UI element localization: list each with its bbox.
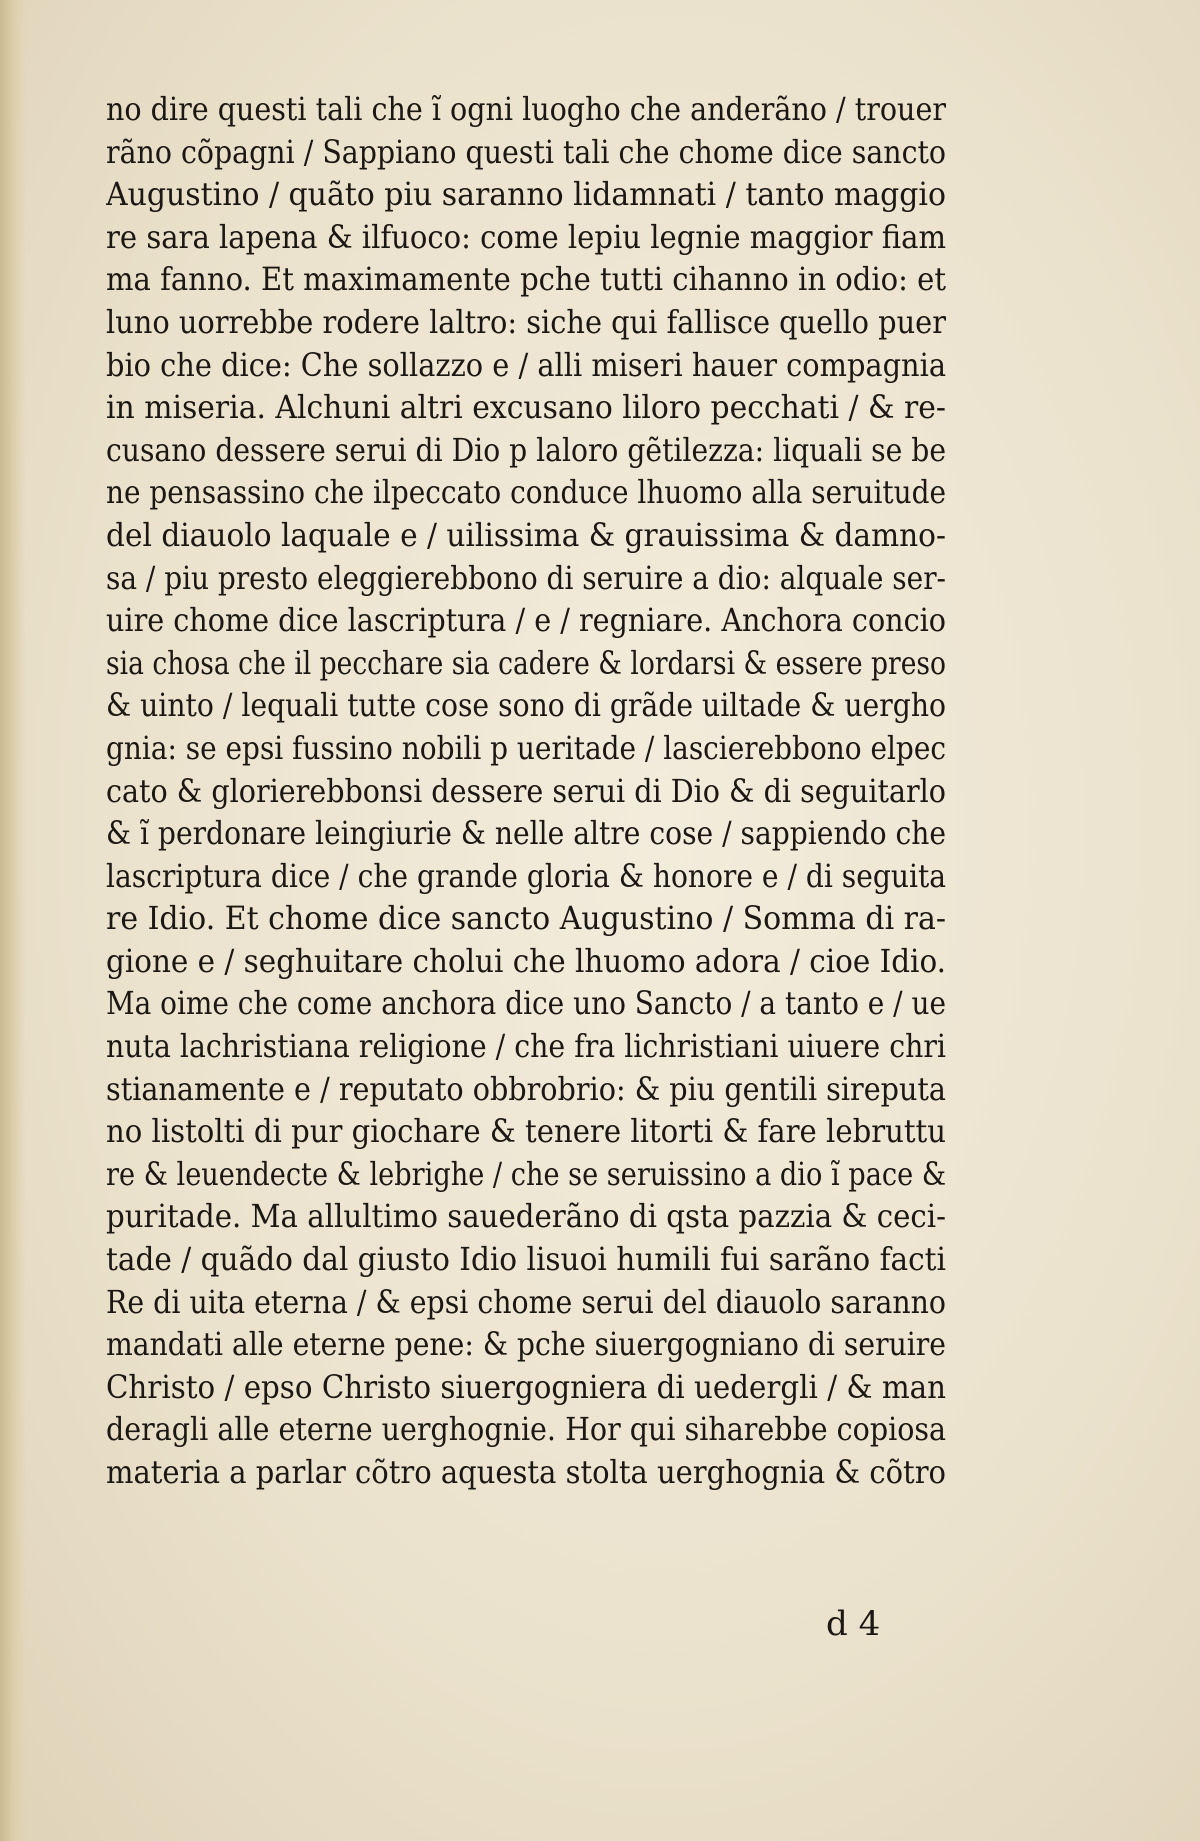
- text-line: materia a parlar cõtro aquesta stolta uerghognia & cõtro: [106, 1453, 946, 1491]
- signature-mark: d 4: [826, 1604, 881, 1644]
- text-line: ma fanno. Et maximamente pche tutti cihanno in odio: et: [106, 260, 946, 299]
- text-line: luno uorrebbe rodere laltro: siche qui fallisce quello puer: [106, 302, 946, 341]
- text-line: mandati alle eterne pene: & pche siuergogniano di seruire: [106, 1325, 946, 1364]
- text-line: re Idio. Et chome dice sancto Augustino / Somma di ra-: [106, 899, 946, 938]
- text-line: deragli alle eterne uerghognie. Hor qui siharebbe copiosa: [106, 1410, 946, 1449]
- text-line: Christo / epso Christo siuergogniera di uedergli / & man: [106, 1367, 946, 1406]
- text-line: ne pensassino che ilpeccato conduce lhuomo alla seruitude: [106, 473, 946, 512]
- text-line: tade / quãdo dal giusto Idio lisuoi humili fui sarãno facti: [106, 1240, 946, 1279]
- text-line: no listolti di pur giochare & tenere litorti & fare lebruttu: [106, 1112, 946, 1151]
- text-line: rãno cõpagni / Sappiano questi tali che chome dice sancto: [106, 132, 946, 171]
- text-line: in miseria. Alchuni altri excusano liloro pecchati / & re-: [106, 388, 946, 427]
- text-line: & ĩ perdonare leingiurie & nelle altre cose / sappiendo che: [106, 814, 946, 853]
- text-line: no dire questi tali che ĩ ogni luogho che anderãno / trouer: [106, 90, 946, 128]
- text-line: Re di uita eterna / & epsi chome serui del diauolo saranno: [106, 1282, 946, 1321]
- text-line: bio che dice: Che sollazzo e / alli miseri hauer compagnia: [106, 345, 946, 384]
- text-line: Augustino / quãto piu saranno lidamnati / tanto maggio: [106, 175, 946, 214]
- text-line: Ma oime che come anchora dice uno Sancto / a tanto e / ue: [106, 984, 946, 1023]
- text-line: gnia: se epsi fussino nobili p ueritade / lascierebbono elpec: [106, 728, 946, 767]
- text-line: re sara lapena & ilfuoco: come lepiu legnie maggior fiam: [106, 217, 946, 256]
- text-line: cusano dessere serui di Dio p laloro gẽtilezza: liquali se be: [106, 430, 946, 469]
- text-line: & uinto / lequali tutte cose sono di grãde uiltade & uergho: [106, 686, 946, 725]
- text-line: puritade. Ma allultimo sauederãno di qsta pazzia & ceci-: [106, 1197, 946, 1236]
- text-line: sa / piu presto eleggierebbono di seruire a dio: alquale ser-: [106, 558, 946, 597]
- body-text: [106, 88, 946, 1494]
- text-line: sia chosa che il pecchare sia cadere & lordarsi & essere preso: [106, 643, 946, 682]
- text-line: lascriptura dice / che grande gloria & honore e / di seguita: [106, 856, 946, 895]
- text-line: cato & glorierebbonsi dessere serui di Dio & di seguitarlo: [106, 771, 946, 810]
- text-line: uire chome dice lascriptura / e / regniare. Anchora concio: [106, 601, 946, 640]
- text-line: del diauolo laquale e / uilissima & grauissima & damno-: [106, 515, 946, 554]
- text-line: gione e / seghuitare cholui che lhuomo adora / cioe Idio.: [106, 941, 946, 980]
- text-line: stianamente e / reputato obbrobrio: & piu gentili sireputa: [106, 1069, 946, 1108]
- text-line: re & leuendecte & lebrighe / che se seruissino a dio ĩ pace &: [106, 1154, 946, 1193]
- page-edge-shadow: [0, 0, 26, 1841]
- text-line: nuta lachristiana religione / che fra lichristiani uiuere chri: [106, 1027, 946, 1066]
